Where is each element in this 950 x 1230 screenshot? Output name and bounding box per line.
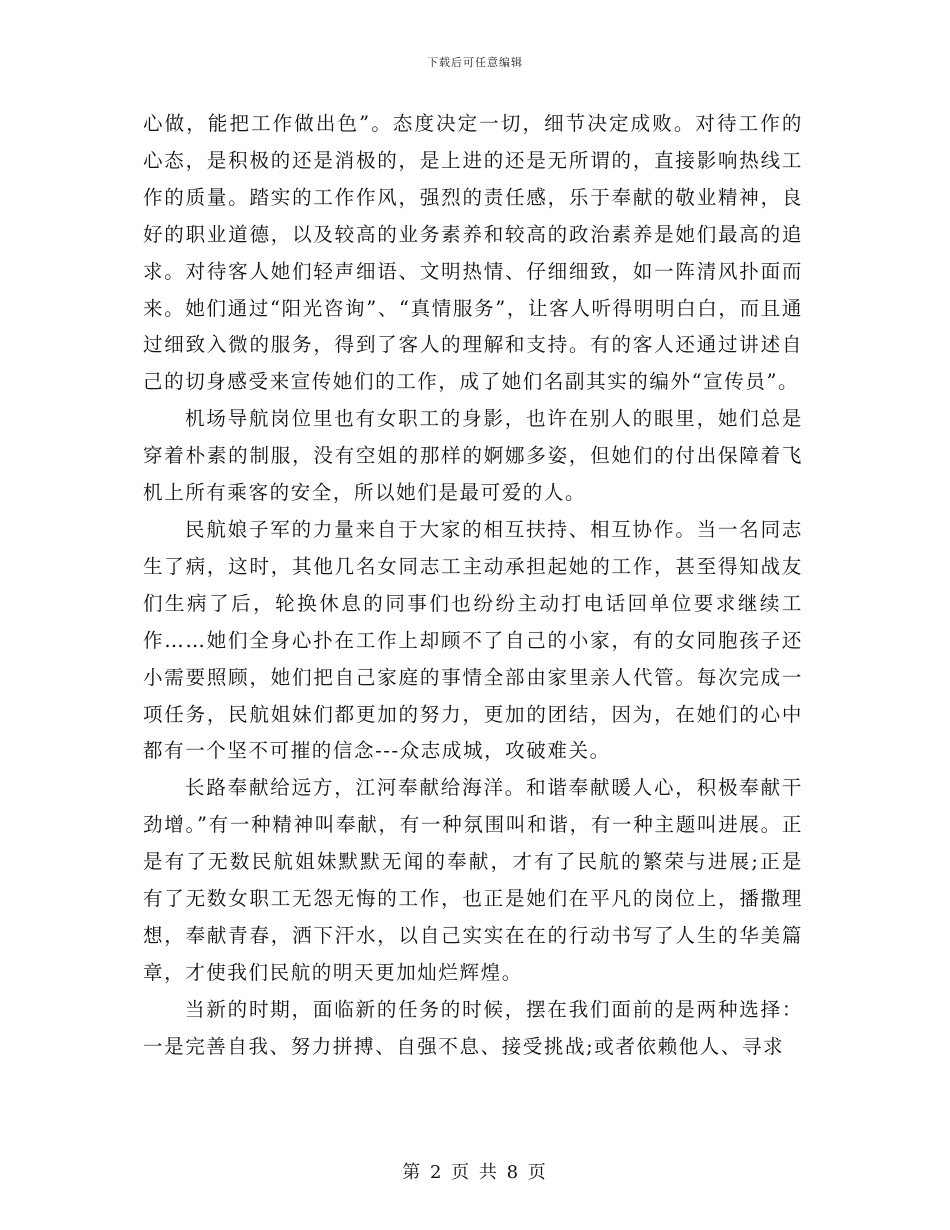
paragraph-continuation: 心做，能把工作做出色”。态度决定一切，细节决定成败。对待工作的心态，是积极的还是消极的，是上进的还是无所谓的，直接影响热线工作的质量。踏实的工作作风，强烈的责任感，乐于奉献的敬业精神，良好的职业道德，以及较高的业务素养和较高的政治素养是她们最高的追求。对待客人她们轻声细语、文明热情、仔细细致，如一阵清风扑面而来。她们通过“阳光咨询”、“真情服务”，让客人听得明明白白，而且通过细致入微的服务，得到了客人的理解和支持。有的客人还通过讲述自己的切身感受来宣传她们的工作，成了她们名副其实的编外“宣传员”。 (143, 112, 803, 394)
paragraph-dedication: 长路奉献给远方，江河奉献给海洋。和谐奉献暖人心，积极奉献干劲增。”有一种精神叫奉献，有一种氛围叫和谐，有一种主题叫进展。正是有了无数民航姐妹默默无闻的奉献，才有了民航的繁荣与进展;正是有了无数女职工无怨无悔的工作，也正是她们在平凡的岗位上，播撒理想，奉献青春，洒下汗水，以自己实实在在的行动书写了人生的华美篇章，才使我们民航的明天更加灿烂辉煌。 (143, 776, 803, 984)
paragraph-mutual-support: 民航娘子军的力量来自于大家的相互扶持、相互协作。当一名同志生了病，这时，其他几名女同志工主动承担起她的工作，甚至得知战友们生病了后，轮换休息的同事们也纷纷主动打电话回单位要求继续工作……她们全身心扑在工作上却顾不了自己的小家，有的女同胞孩子还小需要照顾，她们把自己家庭的事情全部由家里亲人代管。每次完成一项任务，民航姐妹们都更加的努力，更加的团结，因为，在她们的心中都有一个坚不可摧的信念---众志成城，攻破难关。 (143, 517, 803, 763)
paragraph-new-era: 当新的时期，面临新的任务的时候，摆在我们面前的是两种选择：一是完善自我、努力拼搏、自强不息、接受挑战;或者依赖他人、寻求 (143, 997, 803, 1058)
paragraph-navigation-staff: 机场导航岗位里也有女职工的身影，也许在别人的眼里，她们总是穿着朴素的制服，没有空姐的那样的婀娜多姿，但她们的付出保障着飞机上所有乘客的安全，所以她们是最可爱的人。 (143, 407, 803, 505)
page-number-label: 第 2 页 共 8 页 (402, 1162, 548, 1183)
page-number-footer (0, 1158, 950, 1184)
page-header-note: 下载后可任意编辑 (427, 56, 523, 69)
document-body (143, 106, 803, 1066)
